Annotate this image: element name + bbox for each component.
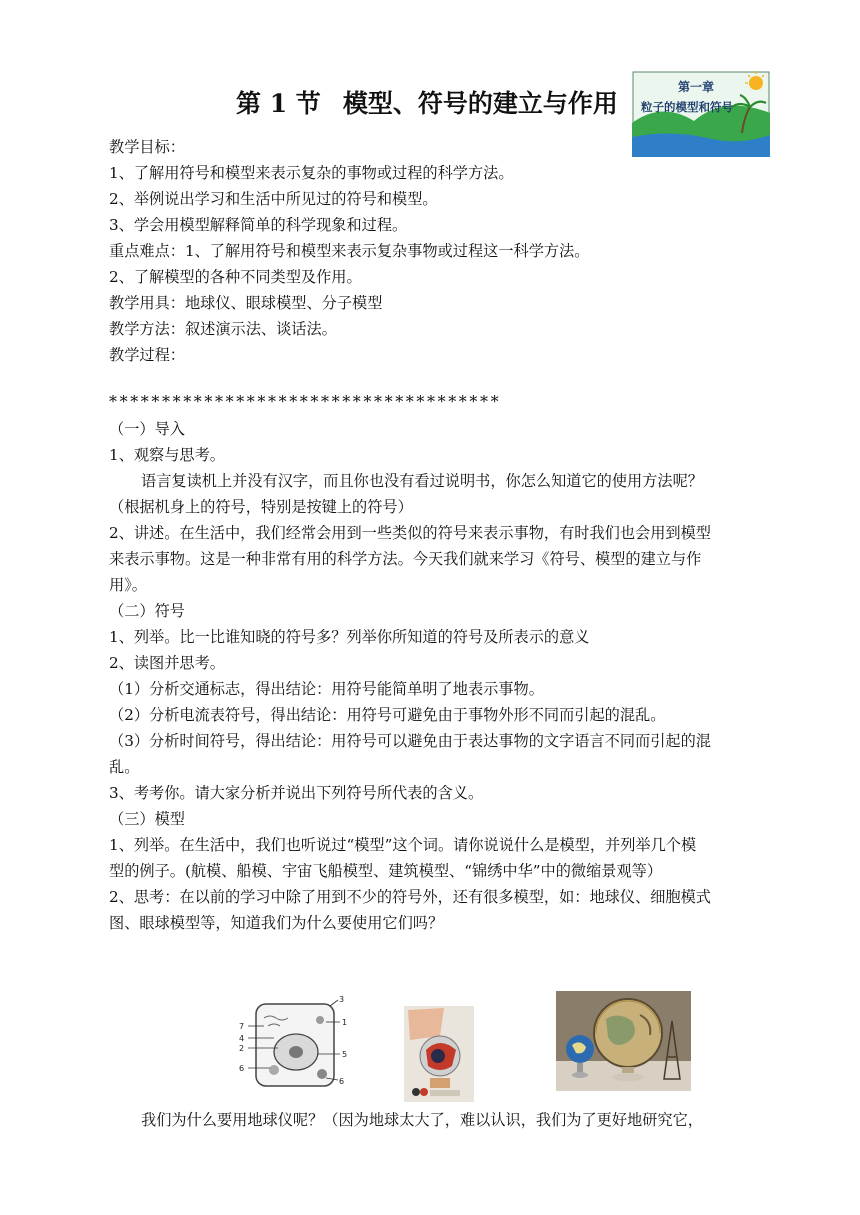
page-title [236, 84, 618, 120]
cell-label: 7 [239, 1022, 245, 1031]
text-line: （1）分析交通标志，得出结论：用符号能简单明了地表示事物。 [109, 680, 544, 698]
text-line: 教学目标： [109, 138, 185, 156]
cell-diagram-figure [234, 996, 354, 1092]
text-line: （根据机身上的符号，特别是按键上的符号） [109, 498, 413, 516]
badge-chapter-text: 第一章 [678, 80, 715, 94]
text-line: （3）分析时间符号，得出结论：用符号可以避免由于表达事物的文字语言不同而引起的混 [109, 732, 711, 750]
text-line: 用》。 [109, 576, 147, 594]
text-line: 3、考考你。请大家分析并说出下列符号所代表的含义。 [109, 784, 484, 802]
text-line: 2、讲述。在生活中，我们经常会用到一些类似的符号来表示事物，有时我们也会用到模型 [109, 524, 711, 542]
text-line: 1、列举。在生活中，我们也听说过“模型”这个词。请你说说什么是模型，并列举几个模 [109, 836, 697, 854]
text-line: 2、举例说出学习和生活中所见过的符号和模型。 [109, 190, 438, 208]
text-line: 2、读图并思考。 [109, 654, 225, 672]
text-line: 教学用具：地球仪、眼球模型、分子模型 [109, 294, 383, 312]
eyeball-model-photo [404, 1006, 474, 1102]
text-line: 图、眼球模型等，知道我们为什么要使用它们吗？ [109, 914, 444, 932]
chapter-badge [632, 71, 770, 157]
globe-photo [556, 991, 691, 1091]
text-line: 来表示事物。这是一种非常有用的科学方法。今天我们就来学习《符号、模型的建立与作 [109, 550, 702, 568]
text-line: 语言复读机上并没有汉字，而且你也没有看过说明书，你怎么知道它的使用方法呢？ [141, 472, 703, 490]
divider-stars: ************************************* [109, 392, 502, 411]
cell-label: 5 [342, 1050, 348, 1059]
text-line: 重点难点：1、了解用符号和模型来表示复杂事物或过程这一科学方法。 [109, 242, 590, 260]
title-section-number: 第 1 节 [236, 89, 321, 118]
cell-label: 1 [342, 1018, 348, 1027]
text-line: 1、观察与思考。 [109, 446, 225, 464]
text-line: 1、了解用符号和模型来表示复杂的事物或过程的科学方法。 [109, 164, 514, 182]
text-line: 教学过程： [109, 346, 185, 364]
cell-label: 6 [339, 1077, 345, 1086]
text-line: 乱。 [109, 758, 140, 776]
text-line: （一）导入 [109, 420, 185, 438]
sun-icon [749, 76, 763, 90]
cell-label: 6 [239, 1064, 245, 1073]
text-line: （二）符号 [109, 602, 185, 620]
text-line: 2、思考：在以前的学习中除了用到不少的符号外，还有很多模型，如：地球仪、细胞模式 [109, 888, 711, 906]
cell-label: 2 [239, 1044, 245, 1053]
text-line: 3、学会用模型解释简单的科学现象和过程。 [109, 216, 408, 234]
cell-label: 3 [339, 996, 345, 1004]
badge-subtitle-text: 粒子的模型和符号 [641, 100, 733, 114]
text-line: 2、了解模型的各种不同类型及作用。 [109, 268, 362, 286]
text-line: 1、列举。比一比谁知晓的符号多？列举你所知道的符号及所表示的意义 [109, 628, 590, 646]
text-line: 教学方法：叙述演示法、谈话法。 [109, 320, 337, 338]
text-line: 型的例子。(航模、船模、宇宙飞船模型、建筑模型、“锦绣中华”中的微缩景观等） [109, 862, 663, 880]
text-line: （三）模型 [109, 810, 185, 828]
cell-label: 4 [239, 1034, 245, 1043]
title-text: 模型、符号的建立与作用 [342, 89, 618, 118]
text-line: 我们为什么要用地球仪呢？（因为地球太大了，难以认识，我们为了更好地研究它， [141, 1111, 703, 1129]
text-line: （2）分析电流表符号，得出结论：用符号可避免由于事物外形不同而引起的混乱。 [109, 706, 666, 724]
